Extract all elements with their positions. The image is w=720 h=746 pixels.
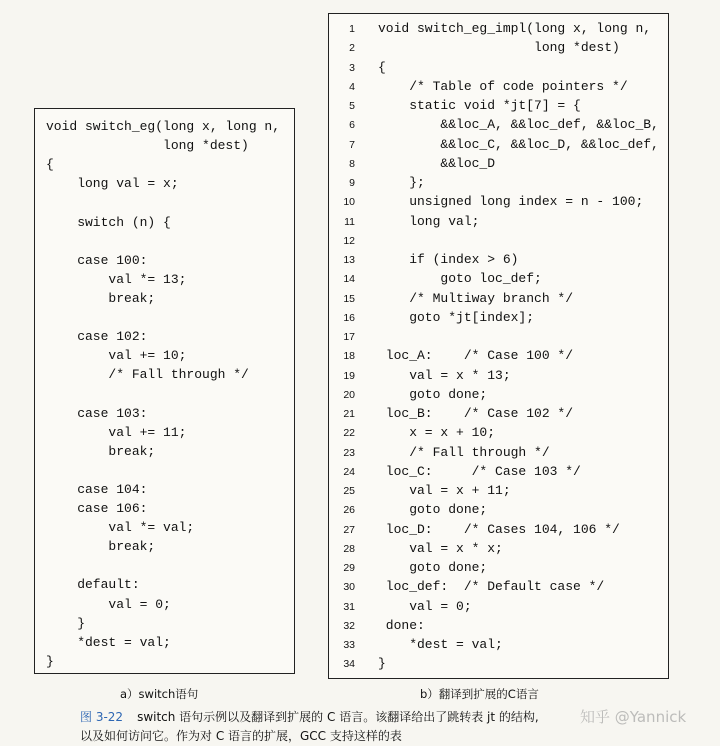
code-line: default: [46, 577, 140, 593]
line-number: 13 [343, 254, 355, 266]
line-number: 30 [343, 581, 355, 594]
code-line: &&loc_A, &&loc_def, &&loc_B, [378, 117, 659, 133]
line-number: 1 [349, 23, 355, 35]
code-line: switch (n) { [46, 214, 171, 230]
code-line: val = x * 13; [378, 367, 511, 383]
line-number: 4 [349, 80, 355, 93]
code-line: unsigned long index = n - 100; [378, 194, 644, 210]
line-number: 20 [343, 388, 355, 401]
code-line: long *dest) [378, 40, 620, 56]
code-line: void switch_eg(long x, long n, [46, 119, 281, 134]
line-number: 28 [343, 542, 355, 555]
code-line: /* Fall through */ [378, 444, 550, 460]
code-line: break; [46, 443, 156, 459]
line-number: 8 [349, 157, 355, 170]
code-line: &&loc_C, &&loc_D, &&loc_def, [378, 136, 659, 152]
code-line: val += 10; [46, 348, 187, 364]
line-number: 18 [343, 350, 355, 363]
line-number: 27 [343, 523, 355, 536]
code-line: static void *jt[7] = { [378, 98, 581, 113]
code-line: /* Multiway branch */ [378, 290, 574, 306]
code-line: loc_D: /* Cases 104, 106 */ [378, 521, 620, 537]
line-number: 9 [349, 177, 355, 189]
code-line: goto done; [378, 560, 488, 575]
code-line: *dest = val; [378, 637, 503, 652]
figure-caption-line-1: switch 语句示例以及翻译到扩展的 C 语言。该翻译给出了跳转表 jt 的结构, [137, 710, 539, 724]
line-number: 21 [343, 408, 355, 420]
code-line: goto done; [378, 502, 488, 518]
code-line: goto loc_def; [378, 271, 542, 287]
line-number: 33 [343, 639, 355, 651]
code-line: x = x + 10; [378, 425, 496, 441]
code-line: loc_def: /* Default case */ [378, 579, 605, 595]
code-line: case 100: [46, 252, 148, 268]
line-number: 7 [349, 138, 355, 151]
line-number: 23 [343, 446, 355, 459]
line-number: 32 [343, 619, 355, 632]
code-line: loc_B: /* Case 102 */ [378, 406, 574, 421]
code-line: /* Table of code pointers */ [378, 78, 628, 94]
line-number: 29 [343, 562, 355, 574]
panel-a-caption: a）switch语句 [120, 687, 199, 701]
code-line: case 102: [46, 329, 148, 345]
extended-c-code-box [328, 13, 669, 679]
code-line: val *= val; [46, 520, 195, 536]
code-line: val = 0; [46, 596, 171, 612]
line-number: 16 [343, 311, 355, 324]
line-number: 22 [343, 427, 355, 440]
line-number: 26 [343, 504, 355, 517]
line-number: 12 [343, 234, 355, 247]
code-line: goto *jt[index]; [378, 309, 535, 325]
line-number: 5 [349, 100, 355, 112]
code-line: case 106: [46, 501, 148, 516]
code-line: val = 0; [378, 598, 472, 614]
code-line: goto done; [378, 386, 488, 402]
code-line: }; [378, 175, 425, 190]
panel-b-caption: b）翻译到扩展的C语言 [420, 687, 539, 701]
code-line: val *= 13; [46, 271, 187, 287]
code-line: { [46, 157, 54, 173]
line-number: 2 [349, 42, 355, 55]
figure-number: 图 3-22 [80, 710, 124, 724]
code-line: val = x * x; [378, 540, 503, 556]
code-line: { [378, 59, 386, 75]
code-line: *dest = val; [46, 634, 171, 650]
line-number: 14 [343, 273, 355, 286]
line-number: 10 [343, 196, 355, 209]
code-line: long *dest) [46, 138, 249, 154]
code-line: } [46, 653, 54, 669]
line-number: 25 [343, 485, 355, 497]
code-line: /* Fall through */ [46, 367, 249, 383]
watermark: 知乎 @Yannick [580, 708, 687, 726]
line-number: 24 [343, 465, 355, 478]
code-line: done: [378, 617, 425, 633]
cropped-text-fragment [0, 0, 200, 8]
line-number: 31 [343, 600, 355, 613]
code-line: if (index > 6) [378, 252, 519, 267]
line-number: 3 [349, 61, 355, 74]
line-number: 34 [343, 658, 355, 671]
code-line: val = x + 11; [378, 483, 511, 498]
code-line: } [46, 615, 86, 631]
code-line: break; [46, 539, 156, 555]
line-number: 6 [349, 119, 355, 132]
code-line: long val; [378, 213, 480, 229]
code-line: void switch_eg_impl(long x, long n, [378, 21, 652, 36]
code-line: loc_C: /* Case 103 */ [378, 463, 581, 479]
line-number: 11 [344, 215, 355, 228]
code-line: case 103: [46, 405, 148, 421]
code-line: loc_A: /* Case 100 */ [378, 348, 574, 364]
code-line: } [378, 656, 386, 672]
line-number: 17 [343, 331, 355, 343]
code-line: val += 11; [46, 424, 187, 440]
line-number: 15 [343, 292, 355, 305]
code-line: break; [46, 290, 156, 306]
line-number: 19 [343, 369, 355, 382]
figure-caption-line-2: 以及如何访问它。作为对 C 语言的扩展，GCC 支持这样的表 [80, 729, 402, 743]
switch-statement-code-box [34, 108, 295, 674]
code-line: &&loc_D [378, 155, 496, 171]
code-line: case 104: [46, 481, 148, 497]
code-line: long val = x; [46, 176, 179, 192]
